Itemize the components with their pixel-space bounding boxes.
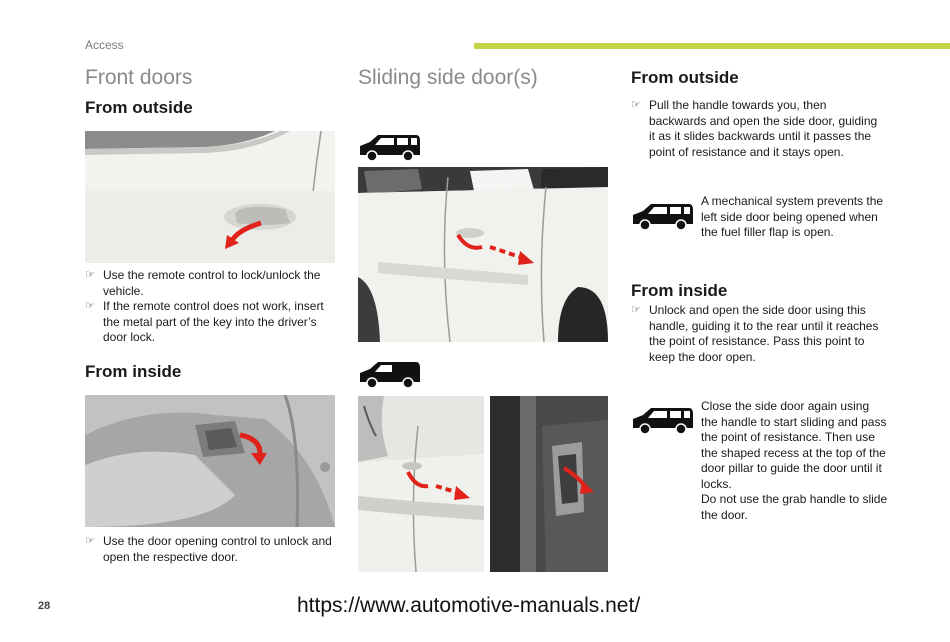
front-door-outside-photo — [85, 131, 335, 263]
mechanical-system-note: A mechanical system prevents the left side door being opened when the fuel filler flap is open. — [701, 194, 884, 239]
close-door-instructions: Close the side door again using the handle to start sliding and pass the point of resistance. Then use the shaped recess at the top of the door pillar to guide the door until it locks. — [701, 399, 887, 491]
pointing-hand-icon: ☞ — [85, 269, 95, 281]
sliding-inside-bullets — [631, 303, 883, 365]
list-item: ☞ If the remote control does not work, insert the metal part of the key into the driver’s door lock. — [85, 299, 324, 344]
list-item: ☞ Unlock and open the side door using this handle, guiding it to the rear until it reaches the point of resistance. Pass this point to keep the door open. — [631, 303, 879, 364]
front-door-inside-photo — [85, 395, 335, 527]
list-item: ☞ Use the door opening control to unlock and open the respective door. — [85, 534, 332, 564]
van-silhouette-icon — [358, 131, 422, 163]
sliding-door-inside-photo — [490, 396, 608, 572]
front-outside-heading: From outside — [85, 98, 193, 117]
sliding-door-outside-photo — [358, 167, 608, 342]
front-inside-heading: From inside — [85, 362, 182, 381]
header-accent-bar — [474, 43, 950, 49]
sliding-inside-heading: From inside — [631, 281, 728, 300]
front-inside-bullets — [85, 534, 335, 565]
pointing-hand-icon: ☞ — [85, 300, 95, 312]
front-doors-title: Front doors — [85, 66, 193, 89]
sliding-doors-title: Sliding side door(s) — [358, 66, 538, 89]
front-outside-bullets — [85, 268, 335, 346]
sliding-outside-bullets — [631, 98, 881, 160]
sliding-door-van-photo — [358, 396, 484, 572]
van-silhouette-icon — [631, 200, 695, 232]
watermark-url[interactable]: https://www.automotive-manuals.net/ — [297, 594, 641, 617]
van-silhouette-icon — [631, 404, 695, 436]
sliding-outside-heading: From outside — [631, 68, 739, 87]
section-label: Access — [85, 38, 124, 52]
pointing-hand-icon: ☞ — [631, 304, 641, 316]
page-number: 28 — [38, 600, 51, 612]
van-silhouette-icon — [358, 358, 422, 390]
close-door-note — [701, 399, 889, 523]
list-item: ☞ Use the remote control to lock/unlock the vehicle. — [85, 268, 321, 298]
list-item: ☞ Pull the handle towards you, then backwards and open the side door, guiding it as it slides backwards until it passes the point of resistance and it stays open. — [631, 98, 878, 159]
pointing-hand-icon: ☞ — [631, 99, 641, 111]
pointing-hand-icon: ☞ — [85, 535, 95, 547]
grab-handle-warning: Do not use the grab handle to slide the door. — [701, 492, 888, 522]
